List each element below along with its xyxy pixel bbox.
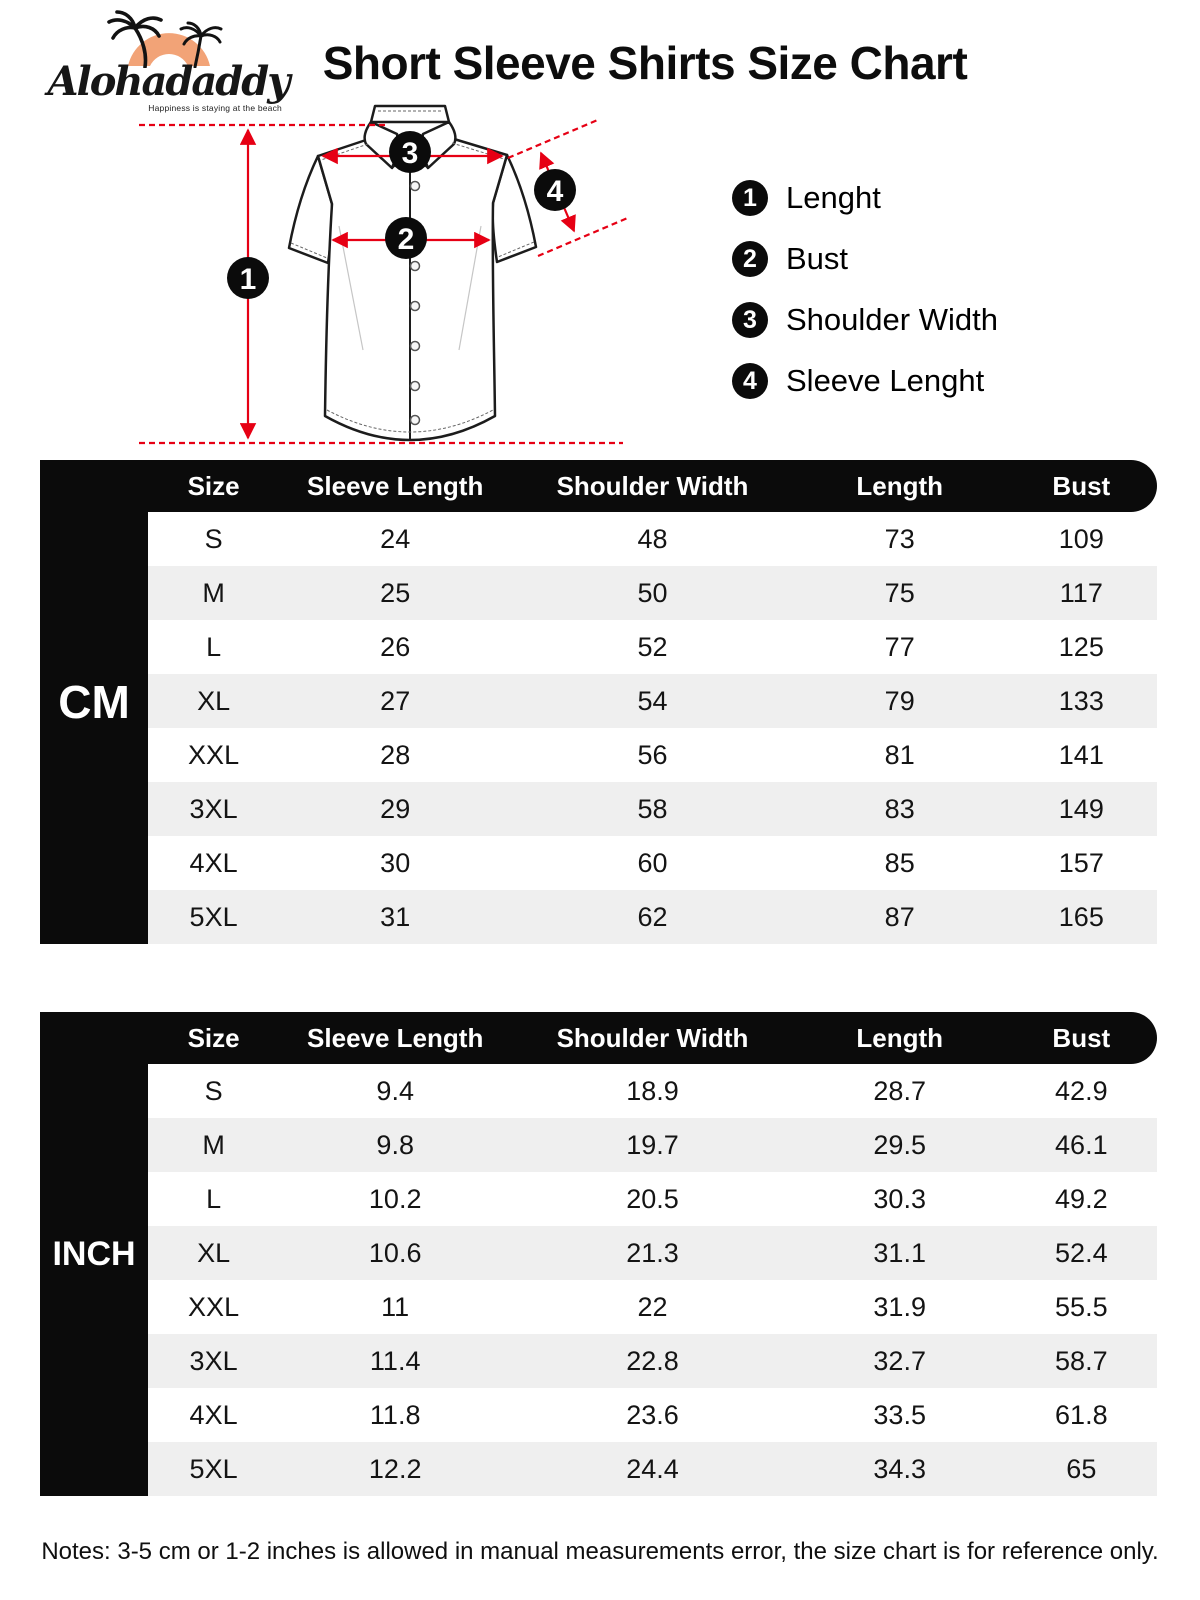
column-header: Shoulder Width [556, 1022, 749, 1053]
table-cell: 10.2 [368, 1183, 422, 1214]
table-cell: 27 [380, 685, 411, 716]
legend-num-badge: 1 [732, 180, 768, 216]
table-cell: XL [197, 685, 231, 716]
table-cell: 42.9 [1055, 1075, 1108, 1106]
table-cell: 58 [637, 793, 668, 824]
table-cell: 52 [637, 631, 668, 662]
table-cell: S [204, 523, 223, 554]
unit-label: CM [40, 460, 148, 944]
table-cell: 83 [884, 793, 915, 824]
table-cell: 30 [380, 847, 411, 878]
table-cell: 85 [884, 847, 915, 878]
table-cell: 24 [380, 523, 411, 554]
table-row [148, 1118, 1157, 1172]
table-cell: 125 [1058, 631, 1104, 662]
table-cell: 117 [1059, 577, 1103, 608]
table-row [148, 836, 1157, 890]
table-body [148, 1064, 1157, 1496]
size-table-cm [40, 460, 1157, 944]
unit-label: INCH [40, 1012, 148, 1496]
legend-num-badge: 3 [732, 302, 768, 338]
legend-label: Lenght [786, 180, 881, 215]
table-cell: L [206, 631, 222, 662]
table-cell: 52.4 [1055, 1237, 1108, 1268]
column-header: Sleeve Length [307, 1022, 484, 1053]
table-cell: 19.7 [626, 1129, 679, 1160]
table-cell: 3XL [189, 1345, 238, 1376]
legend-item [732, 302, 998, 338]
legend-label: Sleeve Lenght [786, 363, 985, 398]
table-row [148, 1064, 1157, 1118]
table-cell: 25 [380, 577, 411, 608]
column-header: Length [856, 470, 944, 501]
table-cell: 22.8 [626, 1345, 679, 1376]
table-row [148, 1334, 1157, 1388]
table-row [148, 1172, 1157, 1226]
table-cell: 3XL [189, 793, 238, 824]
table-cell: 24.4 [626, 1453, 679, 1484]
column-header: Bust [1052, 1022, 1111, 1053]
table-cell: 23.6 [626, 1399, 679, 1430]
table-cell: L [206, 1183, 222, 1214]
table-cell: 10.6 [368, 1237, 422, 1268]
table-cell: 157 [1058, 847, 1104, 878]
notes: Notes: 3-5 cm or 1-2 inches is allowed in manual measurements error, the size chart is for reference only. [41, 1538, 1159, 1565]
brand-tagline: Happiness is staying at the beach [148, 103, 282, 113]
table-cell: 58.7 [1055, 1345, 1108, 1376]
table-row [148, 890, 1157, 944]
header-spacer [40, 1012, 148, 1064]
table-body [148, 512, 1157, 944]
table-cell: 31.1 [873, 1237, 926, 1268]
table-cell: 62 [637, 901, 668, 932]
table-cell: 75 [884, 577, 915, 608]
table-cell: 149 [1058, 793, 1104, 824]
table-row [148, 512, 1157, 566]
table-cell: 5XL [189, 1453, 238, 1484]
size-table-inch [40, 1012, 1157, 1496]
table-cell: 55.5 [1055, 1291, 1108, 1322]
table-cell: 33.5 [873, 1399, 926, 1430]
table-cell: 9.4 [376, 1075, 414, 1106]
table-cell: M [202, 577, 225, 608]
sleeve-extension-bottom [538, 217, 630, 256]
marker-2: 2 [397, 223, 415, 256]
table-cell: XXL [188, 1291, 240, 1322]
legend-item [732, 363, 998, 399]
header-spacer [40, 460, 148, 512]
table-cell: 9.8 [376, 1129, 414, 1160]
table-cell: 48 [637, 523, 668, 554]
page-title: Short Sleeve Shirts Size Chart [322, 37, 968, 89]
table-row [148, 1442, 1157, 1496]
sleeve-extension-top [508, 119, 600, 158]
table-header [40, 1012, 1157, 1064]
shirt-measurement-diagram [125, 98, 645, 450]
legend-label: Bust [786, 241, 849, 276]
table-row [148, 620, 1157, 674]
table-cell: 12.2 [368, 1453, 422, 1484]
table-row [148, 728, 1157, 782]
table-cell: 22 [637, 1291, 668, 1322]
table-cell: 165 [1058, 901, 1104, 932]
table-cell: 60 [637, 847, 668, 878]
table-cell: 29.5 [873, 1129, 926, 1160]
table-row [148, 566, 1157, 620]
column-header: Sleeve Length [307, 470, 484, 501]
table-cell: 46.1 [1055, 1129, 1108, 1160]
table-cell: 79 [884, 685, 915, 716]
column-header: Size [187, 470, 240, 501]
legend [732, 180, 998, 399]
table-cell: 31.9 [873, 1291, 926, 1322]
table-cell: 11.8 [369, 1399, 421, 1430]
column-header: Bust [1052, 470, 1111, 501]
table-row [148, 1280, 1157, 1334]
marker-4: 4 [546, 175, 564, 208]
table-cell: 4XL [189, 847, 238, 878]
column-header: Shoulder Width [556, 470, 749, 501]
table-row [148, 782, 1157, 836]
table-cell: 32.7 [873, 1345, 926, 1376]
table-cell: 31 [380, 901, 411, 932]
table-cell: 5XL [189, 901, 238, 932]
table-cell: 21.3 [626, 1237, 679, 1268]
table-cell: XXL [188, 739, 240, 770]
marker-1: 1 [239, 263, 257, 296]
table-cell: 87 [884, 901, 915, 932]
table-cell: 133 [1058, 685, 1104, 716]
legend-label: Shoulder Width [786, 302, 998, 337]
table-cell: 18.9 [626, 1075, 679, 1106]
table-cell: 65 [1066, 1453, 1097, 1484]
table-cell: 50 [637, 577, 668, 608]
table-cell: 4XL [189, 1399, 238, 1430]
table-cell: 11.4 [369, 1345, 421, 1376]
legend-item [732, 180, 998, 216]
table-cell: 81 [884, 739, 915, 770]
table-cell: 28 [380, 739, 411, 770]
table-cell: 26 [380, 631, 411, 662]
column-header: Length [856, 1022, 944, 1053]
table-cell: 30.3 [873, 1183, 926, 1214]
legend-num-badge: 4 [732, 363, 768, 399]
table-cell: M [202, 1129, 225, 1160]
table-cell: 73 [884, 523, 915, 554]
legend-item [732, 241, 998, 277]
table-row [148, 1226, 1157, 1280]
table-cell: 56 [637, 739, 668, 770]
table-cell: XL [197, 1237, 231, 1268]
table-cell: 20.5 [626, 1183, 679, 1214]
table-cell: 61.8 [1055, 1399, 1108, 1430]
column-header: Size [187, 1022, 240, 1053]
table-cell: S [204, 1075, 223, 1106]
table-cell: 77 [884, 631, 915, 662]
table-cell: 28.7 [873, 1075, 926, 1106]
table-row [148, 1388, 1157, 1442]
table-cell: 49.2 [1055, 1183, 1108, 1214]
table-cell: 11 [381, 1291, 410, 1322]
marker-3: 3 [401, 137, 419, 170]
table-header [40, 460, 1157, 512]
table-cell: 141 [1058, 739, 1104, 770]
table-cell: 54 [637, 685, 668, 716]
brand-name: Alohadaddy [47, 58, 289, 105]
table-cell: 34.3 [873, 1453, 926, 1484]
table-cell: 29 [380, 793, 411, 824]
table-cell: 109 [1058, 523, 1104, 554]
table-row [148, 674, 1157, 728]
legend-num-badge: 2 [732, 241, 768, 277]
